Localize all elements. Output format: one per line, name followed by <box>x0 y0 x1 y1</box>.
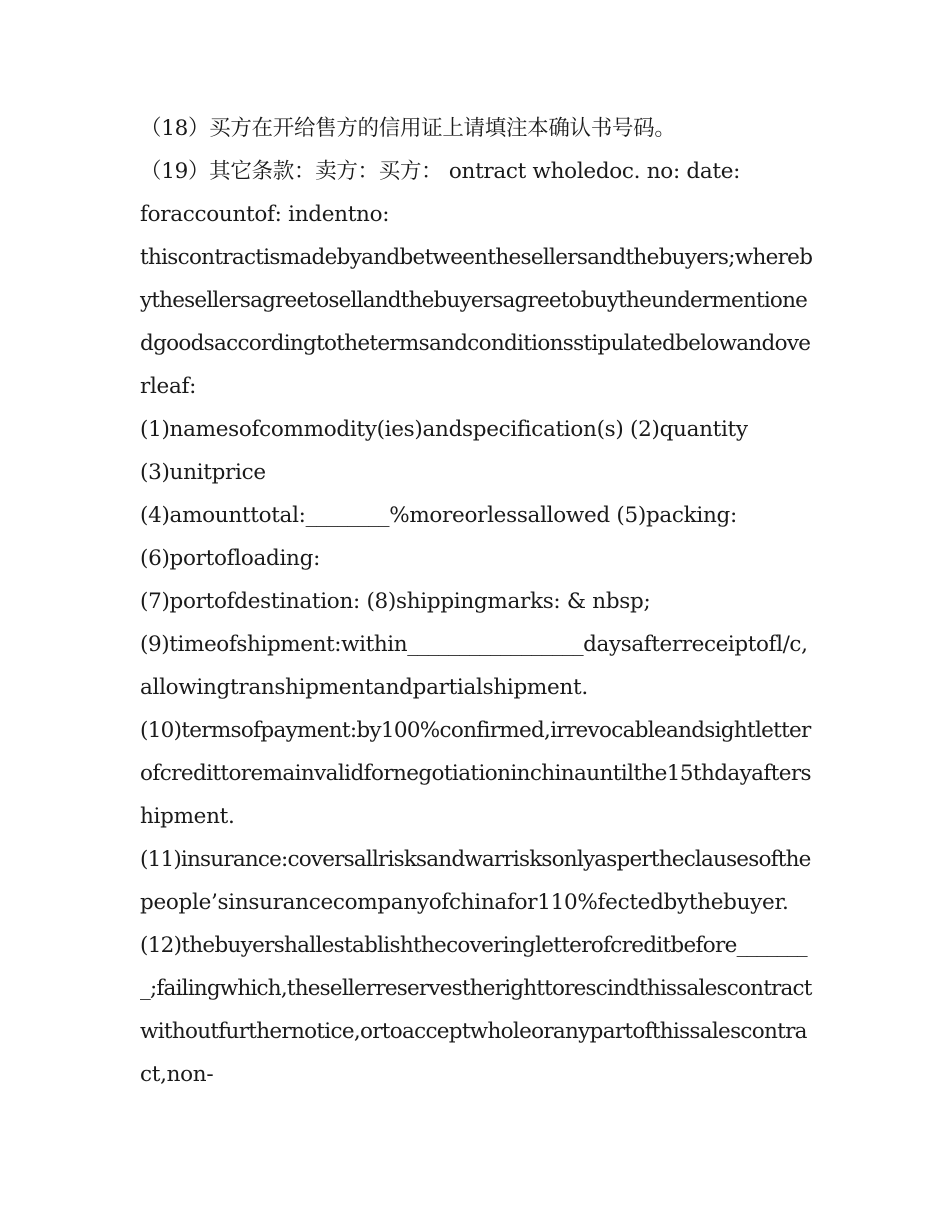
item-11-line-1: (11)insurance:coversallrisksandwarrisksonlyaspertheclausesofthe <box>140 847 811 872</box>
item-12-line-2: _;failingwhich,thesellerreservestherighttorescindthissalescontract <box>140 976 812 1001</box>
preamble-line-3: dgoodsaccordingtothetermsandconditionsstipulatedbelowandove <box>140 331 811 356</box>
item-12-line-3: withoutfurthernotice,ortoacceptwholeoranypartofthissalescontra <box>140 1019 807 1044</box>
item-10-line-2: ofcredittoremainvalidfornegotiationinchinauntilthe15thdayafters <box>140 761 811 786</box>
preamble-line-1: thiscontractismadebyandbetweenthesellersandthebuyers;whereb <box>140 245 813 270</box>
item-9-line-2: allowingtranshipmentandpartialshipment. <box>140 675 588 700</box>
item-12-line-4: ct,non- <box>140 1062 214 1087</box>
account-indent-line: foraccountof: indentno: <box>140 202 390 227</box>
preamble-line-4: rleaf: <box>140 374 197 399</box>
clause-19-line: （19）其它条款：卖方：买方： ontract wholedoc. no: date: <box>140 159 741 184</box>
item-10-line-1: (10)termsofpayment:by100%confirmed,irrevocableandsightletter <box>140 718 811 743</box>
clause-18-line: （18）买方在开给售方的信用证上请填注本确认书号码。 <box>140 116 676 141</box>
item-6-line: (6)portofloading: <box>140 546 321 571</box>
document-body <box>140 107 812 1096</box>
item-3-line: (3)unitprice <box>140 460 266 485</box>
item-1-2-line: (1)namesofcommodity(ies)andspecification(s) (2)quantity <box>140 417 748 442</box>
item-9-line-1: (9)timeofshipment:within_________________daysafterreceiptofl/c, <box>140 632 808 657</box>
item-10-line-3: hipment. <box>140 804 235 829</box>
item-12-line-1: (12)thebuyershallestablishthecoveringletterofcreditbefore_______ <box>140 933 807 958</box>
item-4-5-line: (4)amounttotal:________%moreorlessallowed (5)packing: <box>140 503 737 528</box>
item-11-line-2: people’sinsurancecompanyofchinafor110%fectedbythebuyer. <box>140 890 789 915</box>
preamble-line-2: ythesellersagreetosellandthebuyersagreetobuytheundermentione <box>140 288 808 313</box>
item-7-8-line: (7)portofdestination: (8)shippingmarks: & nbsp; <box>140 589 651 614</box>
